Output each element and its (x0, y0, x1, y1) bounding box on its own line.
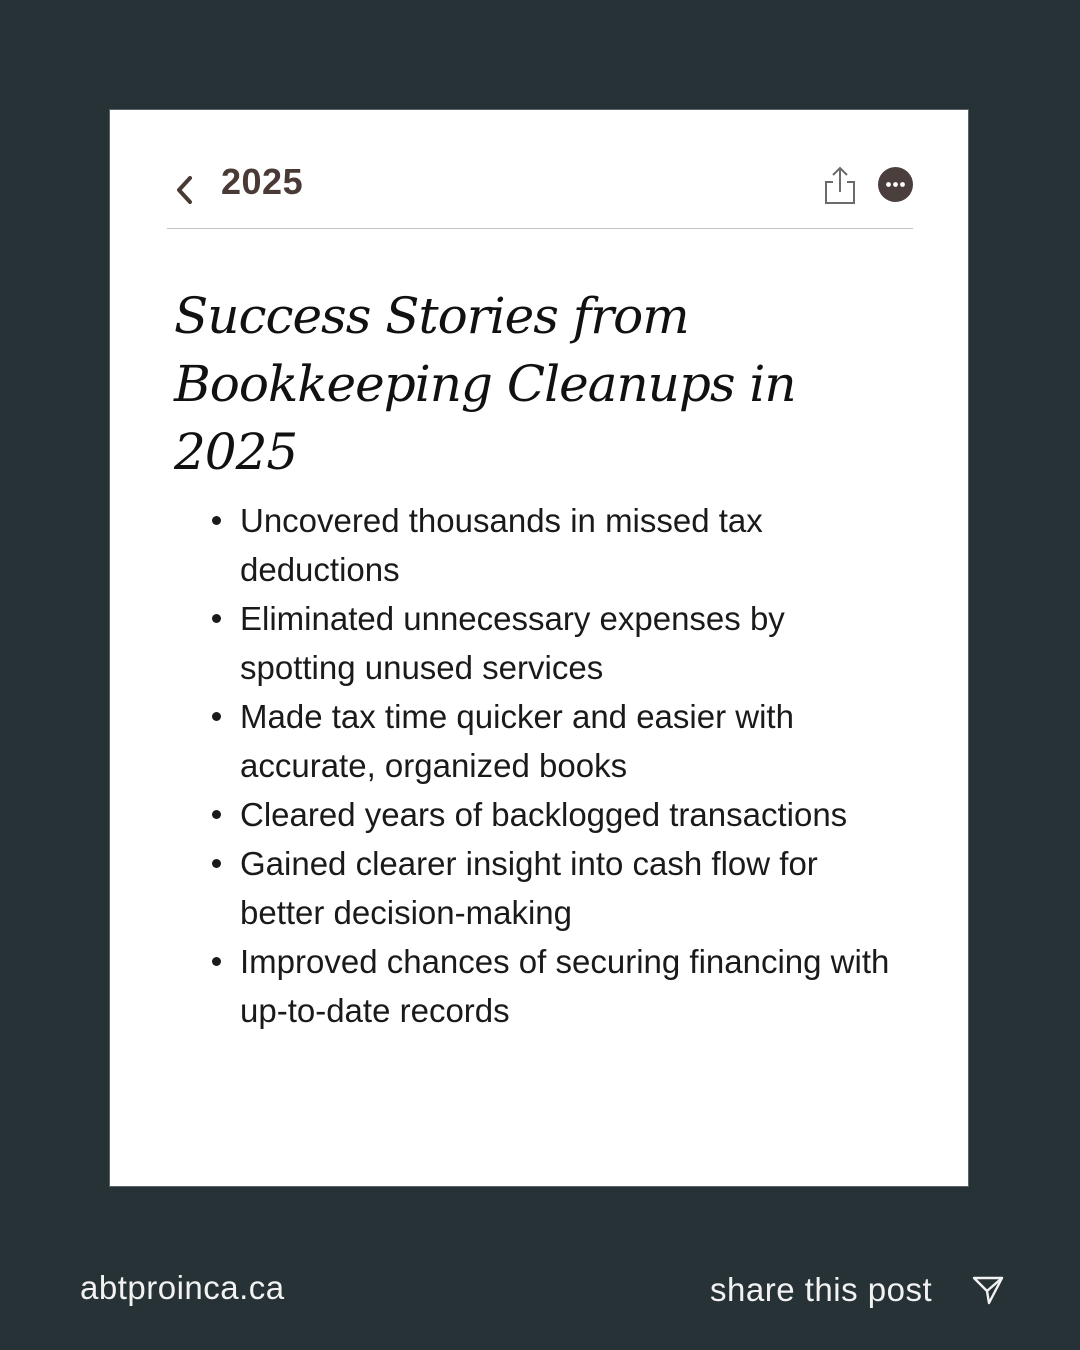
list-item: Uncovered thousands in missed tax deductions (240, 496, 900, 594)
website-url[interactable]: abtproinca.ca (80, 1269, 285, 1306)
share-icon (823, 165, 857, 205)
send-icon (972, 1274, 1004, 1306)
more-horizontal-icon (878, 167, 913, 202)
post-card (109, 109, 969, 1187)
share-post-label: share this post (710, 1271, 933, 1308)
share-button[interactable] (823, 165, 857, 205)
nav-title: 2025 (221, 161, 304, 202)
list-item: Made tax time quicker and easier with accurate, organized books (240, 692, 900, 790)
chevron-left-icon (171, 170, 199, 210)
more-button[interactable] (878, 167, 913, 202)
list-item: Eliminated unnecessary expenses by spotting unused services (240, 594, 900, 692)
back-button[interactable] (171, 170, 199, 210)
list-item: Cleared years of backlogged transactions (240, 790, 900, 839)
list-item: Gained clearer insight into cash flow for better decision-making (240, 839, 900, 937)
post-headline: Success Stories from Bookkeeping Cleanups in 2025 (174, 287, 796, 481)
list-item: Improved chances of securing financing with up-to-date records (240, 937, 900, 1035)
nav-bar (167, 160, 913, 229)
share-post-button[interactable] (710, 1268, 1010, 1312)
success-list (240, 496, 900, 1035)
